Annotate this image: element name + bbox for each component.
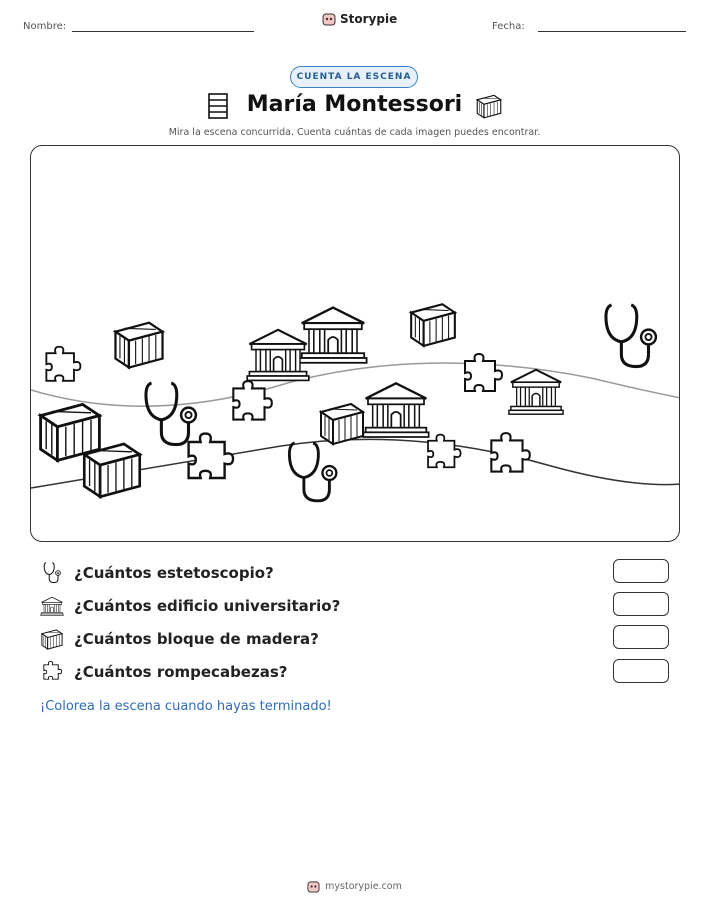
puzzle-piece-icon bbox=[40, 660, 64, 684]
answer-box-stethoscope[interactable] bbox=[613, 559, 669, 583]
puzzle-piece-icon bbox=[189, 434, 233, 478]
question-text: ¿Cuántos bloque de madera? bbox=[74, 630, 319, 648]
storypie-mascot-icon bbox=[322, 12, 336, 26]
title-block-icon bbox=[475, 92, 503, 124]
puzzle-piece-icon bbox=[491, 433, 529, 471]
stethoscope-icon bbox=[289, 443, 336, 501]
activity-badge: CUENTA LA ESCENA bbox=[290, 66, 418, 88]
wooden-block-icon bbox=[321, 404, 363, 444]
answer-box-wooden-block[interactable] bbox=[613, 625, 669, 649]
question-text: ¿Cuántos rompecabezas? bbox=[74, 663, 288, 681]
puzzle-piece-icon bbox=[428, 435, 461, 468]
footer bbox=[0, 880, 709, 893]
question-text: ¿Cuántos edificio universitario? bbox=[74, 597, 341, 615]
name-label: Nombre: bbox=[23, 21, 67, 32]
question-stethoscope bbox=[40, 561, 274, 585]
stethoscope-icon bbox=[40, 561, 64, 585]
wooden-block-icon bbox=[84, 444, 139, 497]
question-text: ¿Cuántos estetoscopio? bbox=[74, 564, 274, 582]
question-university-building bbox=[40, 594, 340, 618]
search-scene bbox=[30, 145, 680, 542]
storypie-mascot-icon bbox=[307, 880, 320, 893]
name-field[interactable] bbox=[72, 31, 254, 32]
stethoscope-icon bbox=[606, 305, 656, 367]
wooden-block-icon bbox=[115, 323, 162, 368]
background-hill-line bbox=[31, 363, 680, 406]
wooden-block-icon bbox=[40, 627, 64, 651]
university-building-icon bbox=[40, 594, 64, 618]
date-field[interactable] bbox=[538, 31, 686, 32]
university-building-icon bbox=[363, 383, 428, 437]
page-title: María Montessori bbox=[246, 92, 463, 117]
answer-box-puzzle[interactable] bbox=[613, 659, 669, 683]
answer-box-university-building[interactable] bbox=[613, 592, 669, 616]
puzzle-piece-icon bbox=[465, 354, 502, 391]
university-building-icon bbox=[509, 370, 563, 414]
university-building-icon bbox=[299, 308, 366, 363]
closing-instruction: ¡Colorea la escena cuando hayas terminado! bbox=[40, 699, 332, 714]
brand-name: Storypie bbox=[340, 12, 398, 26]
puzzle-piece-icon bbox=[233, 381, 271, 419]
puzzle-piece-icon bbox=[46, 347, 80, 381]
brand-logo bbox=[322, 12, 397, 26]
instructions: Mira la escena concurrida. Cuenta cuántas de cada imagen puedes encontrar. bbox=[168, 127, 541, 138]
site-url[interactable]: mystorypie.com bbox=[325, 881, 402, 892]
question-puzzle bbox=[40, 660, 287, 684]
university-building-icon bbox=[247, 330, 309, 381]
stethoscope-icon bbox=[146, 383, 196, 445]
date-label: Fecha: bbox=[492, 21, 525, 32]
question-wooden-block bbox=[40, 627, 319, 651]
wooden-block-icon bbox=[411, 304, 455, 346]
